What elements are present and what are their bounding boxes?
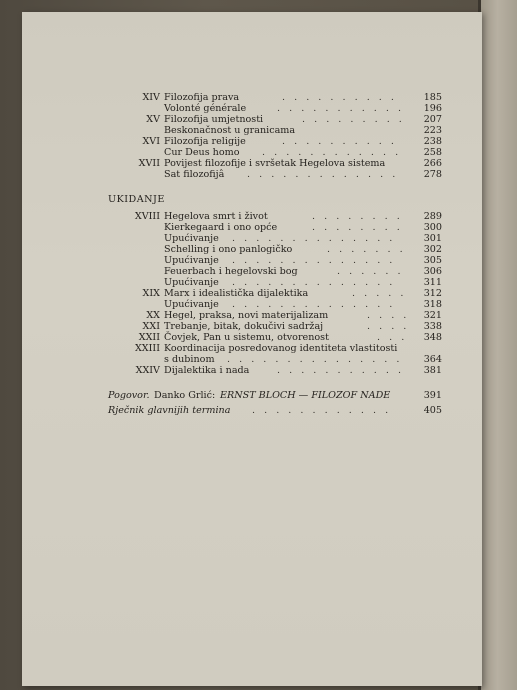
page-number: 318 — [423, 299, 442, 310]
section-heading: UKIDANJE — [108, 194, 165, 205]
entry-title: Hegelova smrt i život — [164, 211, 268, 222]
afterword-title: ERNST BLOCH — FILOZOF NADE — [220, 390, 391, 401]
leader-dots: . . . . . . . . . . . . — [252, 405, 392, 416]
entry-title: Filozofija religije — [164, 136, 246, 147]
page-number: 289 — [423, 211, 442, 222]
leader-dots: . . . . . . . . . . . . . — [247, 169, 399, 180]
entry-title: Beskonačnost u granicama — [164, 125, 296, 136]
toc-entry — [22, 158, 482, 169]
entry-title: Volonté générale — [164, 103, 247, 114]
toc-entry — [22, 211, 482, 222]
entry-title: Upućivanje — [164, 255, 219, 266]
toc-entry — [22, 147, 482, 158]
leader-dots: . . . . . — [352, 288, 407, 299]
leader-dots: . . . . . . . . . . . . . . — [232, 299, 396, 310]
page-number: 321 — [423, 310, 442, 321]
page-number: 312 — [423, 288, 442, 299]
entry-title: Marx i idealistička dijalektika — [164, 288, 309, 299]
glossary-title: Rječnik glavnijih termina — [108, 405, 231, 416]
glossary-entry — [22, 405, 482, 416]
leader-dots: . . . . . . . . . . . . . . . — [227, 354, 403, 365]
page-number: 305 — [423, 255, 442, 266]
chapter-number: XXI — [142, 321, 160, 332]
page-number: 338 — [423, 321, 442, 332]
afterword-prefix: Pogovor. — [108, 390, 150, 401]
chapter-number: XVIII — [134, 211, 160, 222]
leader-dots: . . . . . . . . . — [302, 114, 405, 125]
page-number: 196 — [423, 103, 442, 114]
entry-title: Trebanje, bitak, dokučivi sadržaj — [164, 321, 324, 332]
chapter-number: XIV — [142, 92, 160, 103]
toc-entry — [22, 233, 482, 244]
page-number: 185 — [423, 92, 442, 103]
toc-entry — [22, 299, 482, 310]
entry-title: Hegel, praksa, novi materijalizam — [164, 310, 329, 321]
toc-entry — [22, 266, 482, 277]
toc-entry — [22, 136, 482, 147]
entry-title: Upućivanje — [164, 233, 219, 244]
page-number: 405 — [423, 405, 442, 416]
toc-entry — [22, 125, 482, 136]
entry-title: Upućivanje — [164, 299, 219, 310]
page-number: 300 — [423, 222, 442, 233]
toc-entry — [22, 365, 482, 376]
page-number: 207 — [423, 114, 442, 125]
page-number: 348 — [423, 332, 442, 343]
toc-entry — [22, 288, 482, 299]
page-number: 258 — [423, 147, 442, 158]
entry-title: Kierkegaard i ono opće — [164, 222, 278, 233]
entry-title: Povijest filozofije i svršetak Hegelova sistema — [164, 158, 386, 169]
book-page — [22, 12, 482, 686]
page-number: 391 — [423, 390, 442, 401]
chapter-number: XX — [146, 310, 160, 321]
chapter-number: XVII — [138, 158, 160, 169]
toc-entry — [22, 103, 482, 114]
leader-dots: . . . . . . . . . . . . . . — [232, 277, 396, 288]
entry-title: Feuerbach i hegelovski bog — [164, 266, 298, 277]
toc-entry — [22, 321, 482, 332]
chapter-number: XXIII — [134, 343, 160, 354]
chapter-number: XIX — [142, 288, 160, 299]
toc-entry — [22, 169, 482, 180]
afterword-entry — [22, 390, 482, 401]
facing-page-edge — [478, 0, 517, 690]
entry-title: Čovjek, Pan u sistemu, otvorenost — [164, 332, 329, 343]
page-number: 306 — [423, 266, 442, 277]
page-number: 302 — [423, 244, 442, 255]
page-number: 381 — [423, 365, 442, 376]
page-number: 266 — [423, 158, 442, 169]
toc-entry — [22, 343, 482, 354]
leader-dots: . . . . . . — [337, 266, 404, 277]
leader-dots: . . . . . . . . . . — [282, 136, 397, 147]
leader-dots: . . . . . . . . . . . . — [262, 147, 402, 158]
entry-title: Sat filozofijâ — [164, 169, 225, 180]
entry-title: Dijalektika i nada — [164, 365, 250, 376]
leader-dots: . . . . — [367, 321, 410, 332]
toc-entry — [22, 332, 482, 343]
entry-title: Filozofija prava — [164, 92, 240, 103]
toc-entry — [22, 222, 482, 233]
entry-title: Schelling i ono panlogičko — [164, 244, 293, 255]
toc-entry — [22, 354, 482, 365]
afterword-author: Danko Grlić: — [154, 390, 216, 401]
page-number: 223 — [423, 125, 442, 136]
page-number: 364 — [423, 354, 442, 365]
toc-entry — [22, 244, 482, 255]
toc-entry — [22, 114, 482, 125]
entry-title: Upućivanje — [164, 277, 219, 288]
page-number: 301 — [423, 233, 442, 244]
entry-title: Koordinacija posredovanog identiteta vlastitosti — [164, 343, 398, 354]
chapter-number: XV — [146, 114, 160, 125]
chapter-number: XXIV — [135, 365, 160, 376]
leader-dots: . . . . . . . . — [312, 222, 403, 233]
table-of-contents — [22, 12, 482, 686]
leader-dots: . . . . . . . . . . . — [277, 365, 405, 376]
toc-entry — [22, 92, 482, 103]
leader-dots: . . . . . . . . . . . . . . — [232, 233, 396, 244]
page-number: 311 — [423, 277, 442, 288]
leader-dots: . . . . . . . . . . . — [277, 103, 405, 114]
chapter-number: XXII — [138, 332, 160, 343]
leader-dots: . . . . — [367, 310, 410, 321]
toc-entry — [22, 277, 482, 288]
toc-entry — [22, 310, 482, 321]
entry-title: Cur Deus homo — [164, 147, 240, 158]
toc-entry — [22, 255, 482, 266]
entry-title: s dubinom — [164, 354, 215, 365]
leader-dots: . . . . . . . . . . . . . . — [232, 255, 396, 266]
chapter-number: XVI — [142, 136, 160, 147]
leader-dots: . . . — [377, 332, 408, 343]
leader-dots: . . . . . . . . . . — [282, 92, 397, 103]
entry-title: Filozofija umjetnosti — [164, 114, 264, 125]
page-number: 238 — [423, 136, 442, 147]
leader-dots: . . . . . . . — [327, 244, 406, 255]
page-number: 278 — [423, 169, 442, 180]
leader-dots: . . . . . . . . — [312, 211, 403, 222]
